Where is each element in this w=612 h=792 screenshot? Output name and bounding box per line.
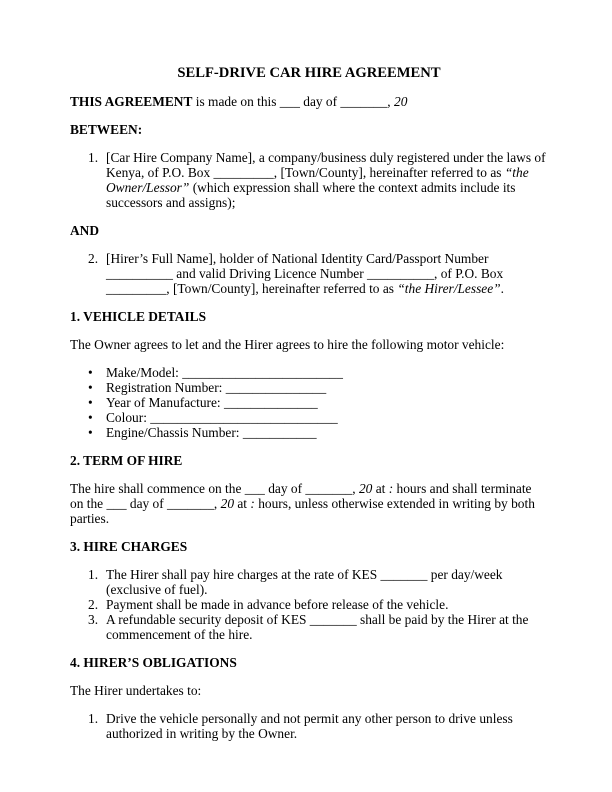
vehicle-engine-item <box>70 425 548 440</box>
hirer-obligations-item-text: Drive the vehicle personally and not permit any other person to drive unless authorized in writing by the Owner. <box>106 711 513 741</box>
section1-heading: 1. VEHICLE DETAILS <box>70 309 207 324</box>
term-run: at <box>372 481 389 496</box>
party-hirer-text-post: . <box>500 281 504 296</box>
hire-charges-item-text: Payment shall be made in advance before release of the vehicle. <box>106 597 449 612</box>
hire-charges-item-text: The Hirer shall pay hire charges at the rate of KES _______ per day/week (exclusive of fuel). <box>106 567 503 597</box>
section4-heading: 4. HIRER’S OBLIGATIONS <box>70 655 237 670</box>
term-run-year: 20 <box>220 496 235 511</box>
bullet-icon: • <box>88 380 93 395</box>
term-run-year: 20 <box>358 481 373 496</box>
term-run: The hire shall commence on the ___ day of _______, <box>70 481 359 496</box>
bullet-icon: • <box>88 365 93 380</box>
hire-charges-item-text: A refundable security deposit of KES _______ shall be paid by the Hirer at the commencement of the hire. <box>106 612 529 642</box>
party-hirer-number: 2. <box>88 251 99 266</box>
section4-intro: The Hirer undertakes to: <box>70 683 202 698</box>
parties-list-continued <box>70 251 548 296</box>
agreement-intro-paragraph <box>70 94 548 109</box>
between-heading: BETWEEN: <box>70 122 143 137</box>
vehicle-colour-label: Colour: ____________________________ <box>106 410 338 425</box>
hire-charges-list <box>70 567 548 642</box>
section3-heading: 3. HIRE CHARGES <box>70 539 188 554</box>
term-run-colon: : <box>250 496 255 511</box>
hire-charges-item <box>70 597 548 612</box>
item-number: 1. <box>88 711 99 726</box>
party-owner-text-post: (which expression shall where the context admits include its successors and assigns); <box>106 180 516 210</box>
bullet-icon: • <box>88 410 93 425</box>
parties-list <box>70 150 548 210</box>
section2-heading: 2. TERM OF HIRE <box>70 453 183 468</box>
party-owner-number: 1. <box>88 150 99 165</box>
hirer-obligations-list <box>70 711 548 741</box>
item-number: 1. <box>88 567 99 582</box>
party-owner-term: “the Owner/Lessor” <box>106 165 529 195</box>
vehicle-make-item <box>70 365 548 380</box>
vehicle-colour-item <box>70 410 548 425</box>
item-number: 3. <box>88 612 99 627</box>
hire-charges-item <box>70 567 548 597</box>
vehicle-details-list <box>70 365 548 440</box>
party-hirer-term: “the Hirer/Lessee” <box>397 281 501 296</box>
vehicle-year-item <box>70 395 548 410</box>
term-run: hours and shall terminate on the ___ day of _______, <box>70 481 532 511</box>
and-heading: AND <box>70 223 100 238</box>
bullet-icon: • <box>88 425 93 440</box>
agreement-intro-year: 20 <box>394 94 408 109</box>
vehicle-registration-label: Registration Number: _______________ <box>106 380 327 395</box>
term-run: at <box>234 496 251 511</box>
party-hirer-text: [Hirer’s Full Name], holder of National Identity Card/Passport Number __________ and valid Driving Licence Number __________, of P.O. Box _________, [Town/County], hereinafter referred to as <box>106 251 504 296</box>
term-run: hours, unless otherwise extended in writing by both parties. <box>70 496 535 526</box>
term-of-hire-paragraph <box>70 481 548 526</box>
party-owner-text: [Car Hire Company Name], a company/business duly registered under the laws of Kenya, of P.O. Box _________, [Town/County], hereinafter referred to as <box>106 150 546 180</box>
term-run-colon: : <box>388 481 394 496</box>
agreement-intro-body: is made on this ___ day of _______, <box>192 94 394 109</box>
hirer-obligations-item <box>70 711 548 741</box>
hire-charges-item <box>70 612 548 642</box>
document-title: SELF-DRIVE CAR HIRE AGREEMENT <box>177 65 441 81</box>
section1-intro: The Owner agrees to let and the Hirer agrees to hire the following motor vehicle: <box>70 337 505 352</box>
party-hirer-item <box>70 251 548 296</box>
vehicle-make-label: Make/Model: ________________________ <box>106 365 343 380</box>
party-owner-item <box>70 150 548 210</box>
vehicle-engine-label: Engine/Chassis Number: ___________ <box>106 425 317 440</box>
vehicle-registration-item <box>70 380 548 395</box>
bullet-icon: • <box>88 395 93 410</box>
vehicle-year-label: Year of Manufacture: ______________ <box>106 395 318 410</box>
item-number: 2. <box>88 597 99 612</box>
agreement-intro-lead: THIS AGREEMENT <box>70 94 193 109</box>
